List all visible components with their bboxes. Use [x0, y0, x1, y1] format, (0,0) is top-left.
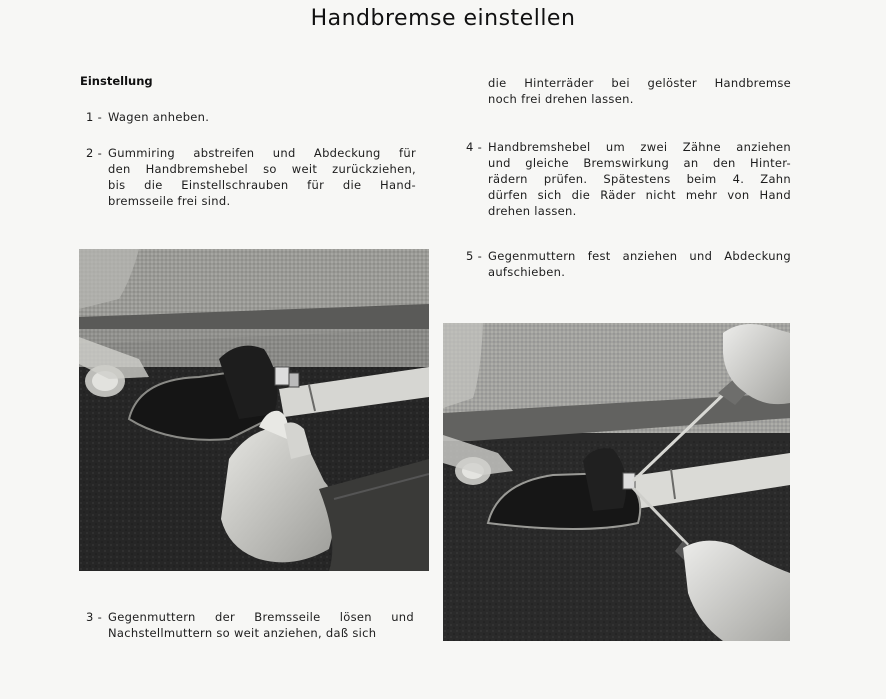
step-line: bremsseile frei sind. — [108, 194, 231, 208]
step-line: Nachstellmuttern so weit anziehen, daß sich — [108, 626, 377, 640]
photo-brake-adjustment-screwdriver — [443, 323, 790, 641]
step-4 — [466, 139, 796, 223]
step-line: dürfen sich die Räder nicht mehr von Hand — [488, 188, 791, 202]
step-line: den Handbremshebel so weit zurückziehen, — [108, 162, 416, 176]
step-line: noch frei drehen lassen. — [488, 92, 634, 106]
step-number: 4 - — [466, 140, 483, 154]
step-number: 3 - — [86, 610, 103, 624]
section-heading: Einstellung — [80, 74, 153, 88]
step-line: drehen lassen. — [488, 204, 577, 218]
step-line: Handbremshebel um zwei Zähne anziehen — [488, 140, 791, 154]
step-number: 5 - — [466, 249, 483, 263]
step-line: bis die Einstellschrauben für die Hand- — [108, 178, 416, 192]
photo-brake-adjustment-by-hand — [79, 249, 429, 571]
step-line: aufschieben. — [488, 265, 566, 279]
step-number: 1 - — [86, 110, 103, 124]
step-3-continued — [488, 75, 796, 111]
step-line: Gegenmuttern der Bremsseile lösen und — [108, 610, 414, 624]
step-3 — [86, 609, 416, 645]
photo-illustration — [443, 323, 790, 641]
step-line: Gegenmuttern fest anziehen und Abdeckung — [488, 249, 791, 263]
step-line: die Hinterräder bei gelöster Handbremse — [488, 76, 791, 90]
page-title: Handbremse einstellen — [310, 6, 576, 31]
step-1 — [86, 109, 416, 127]
photo-illustration — [79, 249, 429, 571]
step-2 — [86, 145, 416, 213]
step-number: 2 - — [86, 146, 103, 160]
step-line: und gleiche Bremswirkung an den Hinter- — [488, 156, 791, 170]
step-line: Wagen anheben. — [108, 110, 210, 124]
step-line: Gummiring abstreifen und Abdeckung für — [108, 146, 416, 160]
step-line: rädern prüfen. Spätestens beim 4. Zahn — [488, 172, 791, 186]
step-5 — [466, 248, 796, 284]
